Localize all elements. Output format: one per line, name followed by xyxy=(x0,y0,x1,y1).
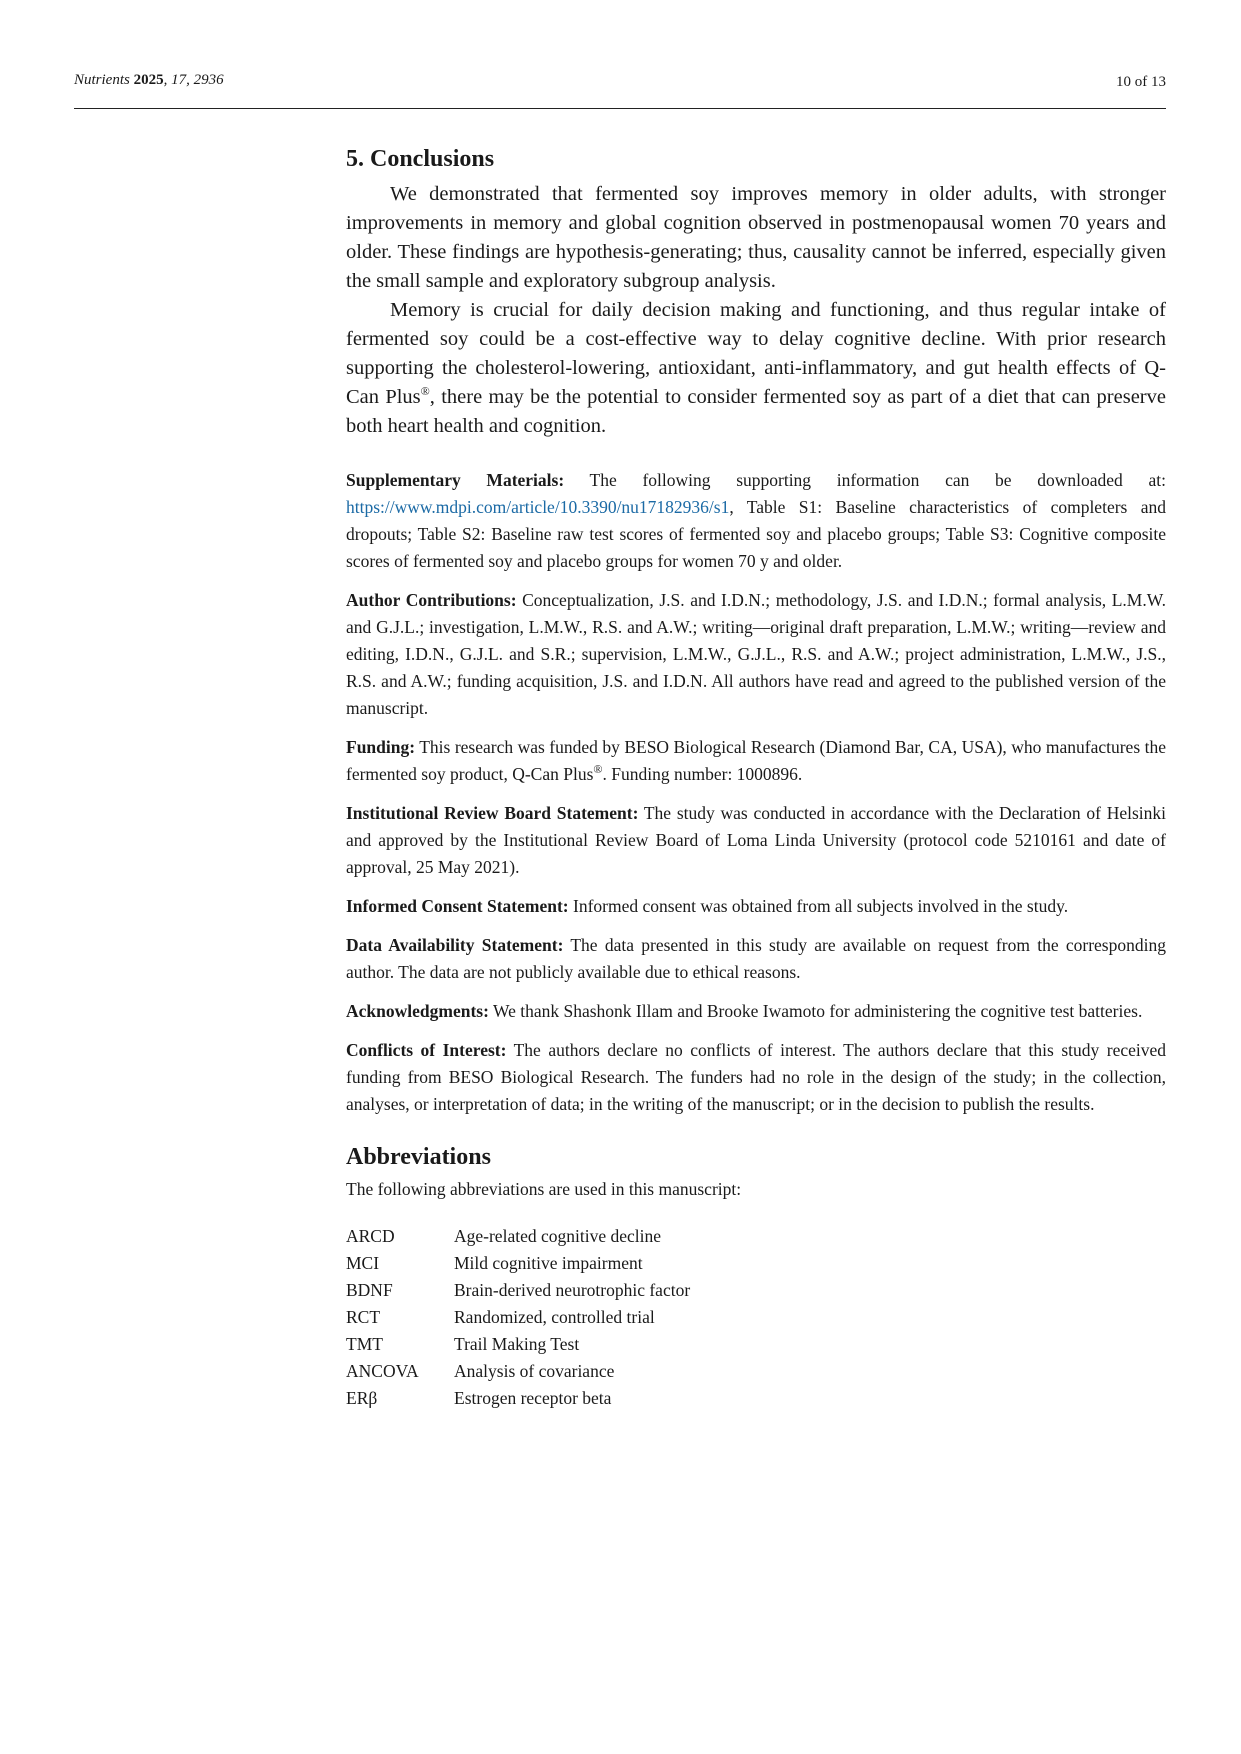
abbreviations-heading: Abbreviations xyxy=(346,1144,491,1170)
abbreviation-definition: Mild cognitive impairment xyxy=(454,1253,643,1273)
conflicts-text: The authors declare no conflicts of interest. The authors declare that this study received funding from BESO Biological Research. The funders had no role in the design of the study; in the collection, analyses, or interpretation of data; in the writing of the manuscript; or in the decision to publish the results. xyxy=(346,1040,1166,1114)
acknowledgments-text: We thank Shashonk Illam and Brooke Iwamoto for administering the cognitive test batteries. xyxy=(488,1001,1143,1021)
page-number: 10 of 13 xyxy=(1116,74,1166,90)
irb-text: The study was conducted in accordance with the Declaration of Helsinki and approved by the Institutional Review Board of Loma Linda University (protocol code 5210161 and date of approval, 25 May 2021). xyxy=(346,803,1166,877)
journal-volume-issue: , 17, 2936 xyxy=(163,72,224,88)
supplementary-materials xyxy=(346,467,1166,575)
supplementary-label: Supplementary Materials: xyxy=(346,470,565,490)
acknowledgments-label: Acknowledgments: xyxy=(346,1001,489,1021)
author-contributions-text: Conceptualization, J.S. and I.D.N.; methodology, J.S. and I.D.N.; formal analysis, L.M.W. and G.J.L.; investigation, L.M.W., R.S. and A.W.; writing—original draft preparation, L.M.W.; writing—review and editing, I.D.N., G.J.L. and S.R.; supervision, L.M.W., G.J.L., R.S. and A.W.; project administration, L.M.W., J.S., R.S. and A.W.; funding acquisition, J.S. and I.D.N. All authors have read and agreed to the published version of the manuscript. xyxy=(346,590,1166,718)
journal-citation xyxy=(74,72,224,89)
supplementary-text-after: , Table S1: Baseline characteristics of completers and dropouts; Table S2: Baseline raw test scores of fermented soy and placebo groups; Table S3: Cognitive composite scores of fermented soy and placebo groups for women 70 y and older. xyxy=(346,497,1166,571)
abbreviation-row xyxy=(346,1358,690,1385)
journal-year: 2025 xyxy=(133,72,164,88)
informed-consent-label: Informed Consent Statement: xyxy=(346,896,569,916)
data-availability-statement xyxy=(346,932,1166,986)
funding-label: Funding: xyxy=(346,737,416,757)
conclusions-paragraph-2 xyxy=(346,296,1166,441)
funding xyxy=(346,734,1166,788)
abbreviations-intro: The following abbreviations are used in this manuscript: xyxy=(346,1179,742,1199)
abbreviation-definition: Trail Making Test xyxy=(454,1334,580,1354)
abbreviations-table xyxy=(346,1223,690,1412)
funding-text: This research was funded by BESO Biological Research (Diamond Bar, CA, USA), who manufactures the fermented soy product, Q-Can Plus xyxy=(346,737,1166,784)
author-contributions xyxy=(346,587,1166,722)
data-availability-text: The data presented in this study are available on request from the corresponding author. The data are not publicly available due to ethical reasons. xyxy=(346,935,1166,982)
abbreviation-definition: Randomized, controlled trial xyxy=(454,1307,655,1327)
conflicts-label: Conflicts of Interest: xyxy=(346,1040,507,1060)
supplementary-text: The following supporting information can be downloaded at: xyxy=(564,470,1166,490)
page-content xyxy=(346,144,1166,1412)
abbreviation-row xyxy=(346,1250,690,1277)
abbreviation-row xyxy=(346,1385,690,1412)
paragraph-text: Memory is crucial for daily decision making and functioning, and thus regular intake of fermented soy could be a cost-effective way to delay cognitive decline. With prior research supporting the cholesterol-lowering, antioxidant, anti-inflammatory, and gut health effects of Q-Can Plus xyxy=(346,299,1166,408)
registered-mark: ® xyxy=(593,762,603,777)
abbreviation-row xyxy=(346,1331,690,1358)
abbreviation-definition: Brain-derived neurotrophic factor xyxy=(454,1280,691,1300)
author-contributions-label: Author Contributions: xyxy=(346,590,517,610)
abbreviation-definition: Age-related cognitive decline xyxy=(454,1226,661,1246)
abbreviation-term: TMT xyxy=(346,1334,383,1354)
journal-name: Nutrients xyxy=(74,72,130,88)
abbreviation-definition: Estrogen receptor beta xyxy=(454,1388,612,1408)
abbreviation-row xyxy=(346,1223,690,1250)
acknowledgments xyxy=(346,998,1166,1025)
irb-statement xyxy=(346,800,1166,881)
funding-text-after: . Funding number: 1000896. xyxy=(602,764,803,784)
informed-consent-statement xyxy=(346,893,1166,920)
abbreviation-term: ERβ xyxy=(346,1388,378,1408)
paragraph-text: , there may be the potential to consider fermented soy as part of a diet that can preserve both heart health and cognition. xyxy=(346,386,1166,437)
registered-mark: ® xyxy=(420,384,430,399)
conclusions-paragraph-1: We demonstrated that fermented soy improves memory in older adults, with stronger improvements in memory and global cognition observed in postmenopausal women 70 years and older. These findings are hypothesis-generating; thus, causality cannot be inferred, especially given the small sample and exploratory subgroup analysis. xyxy=(346,183,1166,292)
abbreviation-term: RCT xyxy=(346,1307,381,1327)
conflicts-of-interest xyxy=(346,1037,1166,1118)
abbreviation-row xyxy=(346,1277,690,1304)
informed-consent-text: Informed consent was obtained from all subjects involved in the study. xyxy=(568,896,1069,916)
irb-label: Institutional Review Board Statement: xyxy=(346,803,639,823)
abbreviation-row xyxy=(346,1304,690,1331)
abbreviation-definition: Analysis of covariance xyxy=(454,1361,615,1381)
abbreviation-term: MCI xyxy=(346,1253,380,1273)
running-header xyxy=(74,70,1166,109)
abbreviation-term: ARCD xyxy=(346,1226,395,1246)
data-availability-label: Data Availability Statement: xyxy=(346,935,564,955)
abbreviation-term: ANCOVA xyxy=(346,1361,419,1381)
conclusions-heading: 5. Conclusions xyxy=(346,146,495,172)
supplementary-link[interactable]: https://www.mdpi.com/article/10.3390/nu17182936/s1 xyxy=(346,497,730,517)
abbreviation-term: BDNF xyxy=(346,1280,393,1300)
